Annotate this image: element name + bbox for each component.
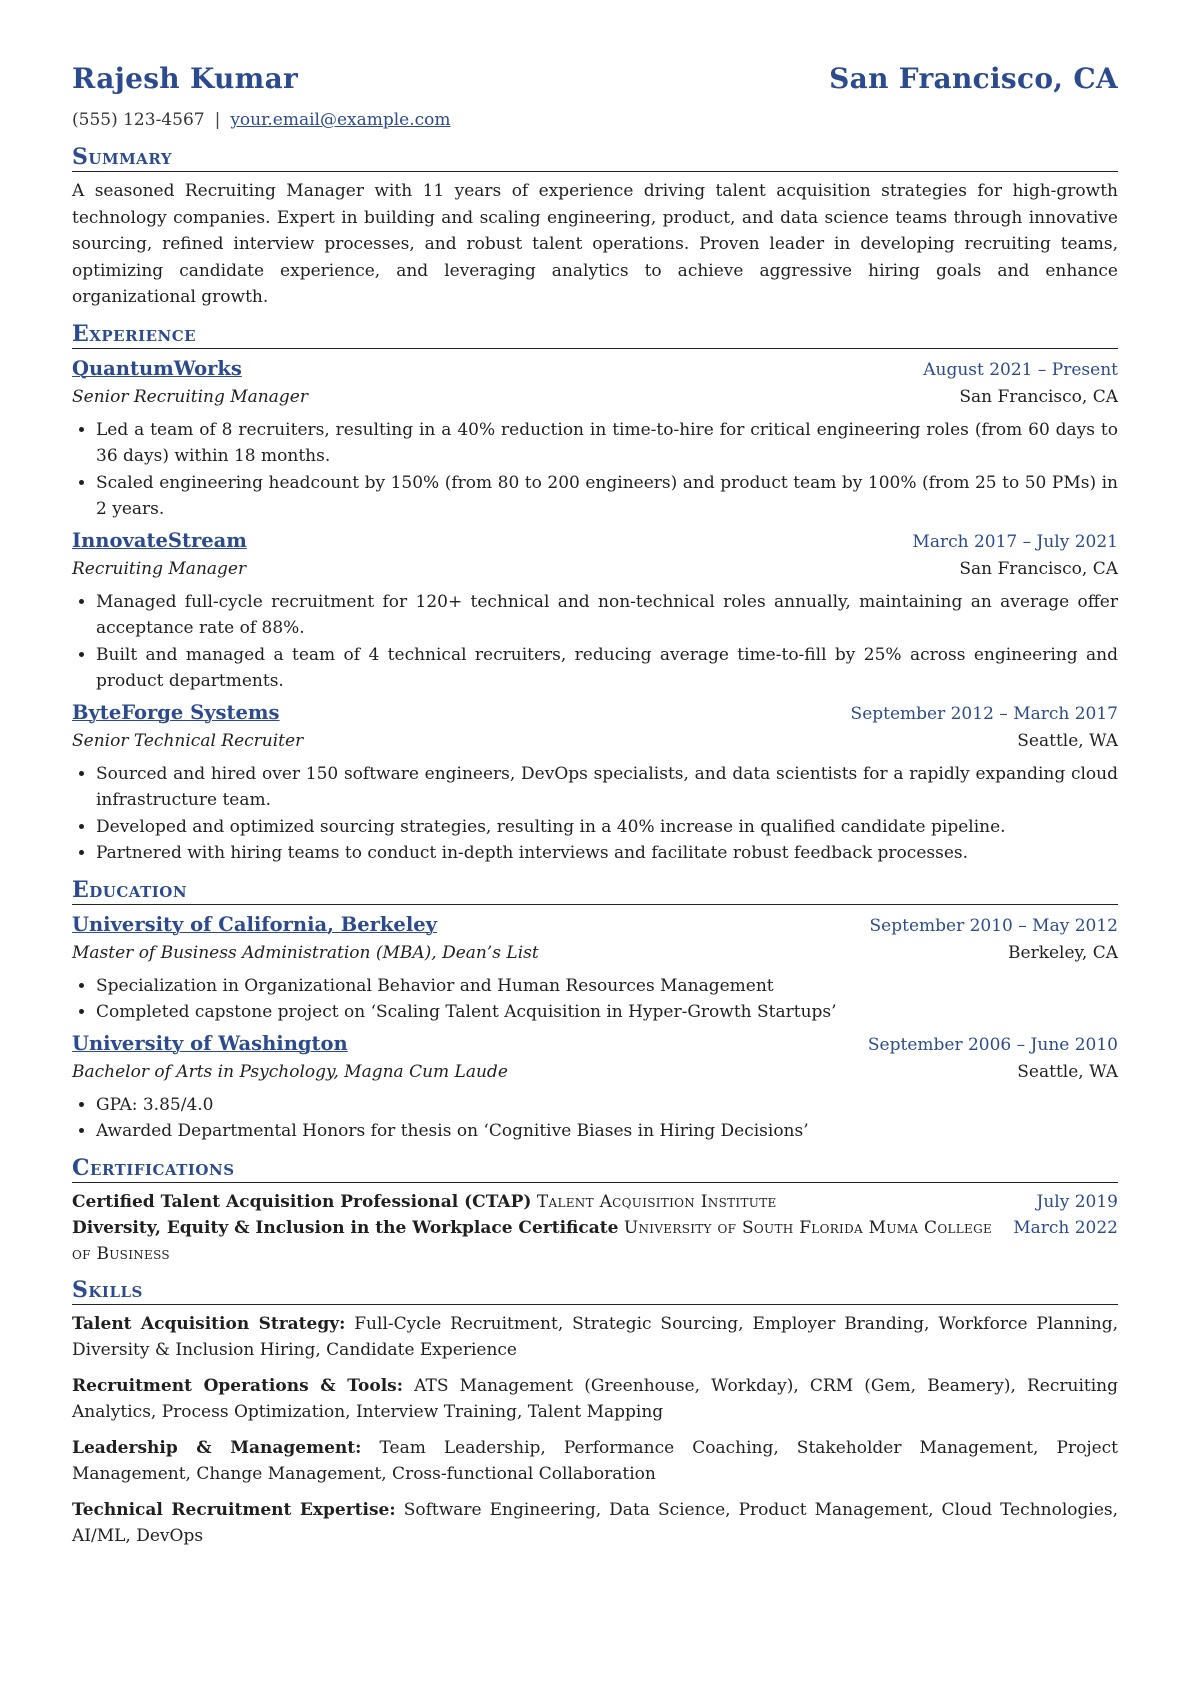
- section-title-summary: Summary: [72, 144, 1118, 172]
- certification-date: March 2022: [1013, 1217, 1118, 1238]
- bullet-list: [72, 589, 1118, 695]
- bullet-item: • GPA: 3.85/4.0: [96, 1092, 1118, 1119]
- resume-header: [72, 62, 1118, 102]
- contact-separator: |: [214, 110, 221, 130]
- company-link[interactable]: QuantumWorks: [72, 356, 242, 380]
- education-entry: [72, 911, 1118, 1026]
- section-title-skills: Skills: [72, 1277, 1118, 1305]
- company-link[interactable]: InnovateStream: [72, 528, 247, 552]
- job-title: Senior Technical Recruiter: [72, 730, 304, 751]
- entry-location: San Francisco, CA: [959, 558, 1118, 579]
- section-title-experience: Experience: [72, 321, 1118, 349]
- degree: Bachelor of Arts in Psychology, Magna Cum Laude: [72, 1061, 508, 1082]
- skill-text: Software Engineering, Data Science, Product Management, Cloud Technologies, AI/ML, DevOps: [72, 1499, 1119, 1546]
- certification-item: [72, 1189, 1118, 1215]
- skill-label: Recruitment Operations & Tools:: [72, 1375, 403, 1396]
- certification-name: Diversity, Equity & Inclusion in the Workplace Certificate: [72, 1217, 619, 1238]
- entry-dates: September 2006 – June 2010: [867, 1034, 1118, 1055]
- skill-group: [72, 1497, 1118, 1550]
- experience-entry: [72, 527, 1118, 695]
- bullet-item: • Scaled engineering headcount by 150% (from 80 to 200 engineers) and product team by 100% (from 25 to 50 PMs) in 2 years.: [96, 470, 1118, 523]
- skill-text: Full-Cycle Recruitment, Strategic Sourcing, Employer Branding, Workforce Planning, Diversity & Inclusion Hiring, Candidate Experience: [72, 1313, 1118, 1360]
- skill-label: Leadership & Management:: [72, 1437, 362, 1458]
- section-title-certifications: Certifications: [72, 1155, 1118, 1183]
- bullet-item: • Sourced and hired over 150 software engineers, DevOps specialists, and data scientists for a rapidly expanding cloud infrastructure team.: [96, 761, 1118, 814]
- bullet-item: • Partnered with hiring teams to conduct in-depth interviews and facilitate robust feedback processes.: [96, 840, 1118, 867]
- email-link[interactable]: your.email@example.com: [230, 110, 451, 130]
- contact-line: [72, 110, 1118, 134]
- entry-location: Seattle, WA: [1017, 1061, 1118, 1082]
- phone-number: (555) 123-4567: [72, 110, 205, 130]
- bullet-item: • Built and managed a team of 4 technical recruiters, reducing average time-to-fill by 25% across engineering and product departments.: [96, 642, 1118, 695]
- certification-date: July 2019: [1036, 1191, 1118, 1212]
- summary-text: A seasoned Recruiting Manager with 11 years of experience driving talent acquisition strategies for high-growth technology companies. Expert in building and scaling engineering, product, and data science teams through innovative sourcing, refined interview processes, and robust talent operations. Proven leader in developing recruiting teams, optimizing candidate experience, and leveraging analytics to achieve aggressive hiring goals and enhance organizational growth.: [72, 181, 1118, 307]
- skill-label: Technical Recruitment Expertise:: [72, 1499, 396, 1520]
- entry-dates: March 2017 – July 2021: [912, 531, 1118, 552]
- entry-dates: September 2012 – March 2017: [850, 703, 1118, 724]
- skill-group: [72, 1373, 1118, 1426]
- skill-text: Team Leadership, Performance Coaching, Stakeholder Management, Project Management, Change Management, Cross-functional Collaboration: [72, 1437, 1119, 1484]
- experience-entry: [72, 355, 1118, 523]
- header-location: San Francisco, CA: [829, 62, 1118, 95]
- entry-location: San Francisco, CA: [959, 386, 1118, 407]
- experience-entry: [72, 699, 1118, 867]
- degree: Master of Business Administration (MBA), Dean’s List: [72, 942, 539, 963]
- bullet-item: • Led a team of 8 recruiters, resulting in a 40% reduction in time-to-hire for critical engineering roles (from 60 days to 36 days) within 18 months.: [96, 417, 1118, 470]
- bullet-item: • Managed full-cycle recruitment for 120+ technical and non-technical roles annually, maintaining an average offer acceptance rate of 88%.: [96, 589, 1118, 642]
- bullet-list: [72, 973, 1118, 1026]
- education-entry: [72, 1030, 1118, 1145]
- entry-dates: September 2010 – May 2012: [869, 915, 1118, 936]
- school-link[interactable]: University of Washington: [72, 1031, 348, 1055]
- bullet-list: [72, 761, 1118, 867]
- entry-location: Berkeley, CA: [1008, 942, 1118, 963]
- certification-issuer: University of South Florida Muma College of Business: [72, 1217, 993, 1264]
- candidate-name: Rajesh Kumar: [72, 62, 299, 95]
- skill-group: [72, 1435, 1118, 1488]
- bullet-list: [72, 417, 1118, 523]
- skill-group: [72, 1311, 1118, 1364]
- bullet-item: • Awarded Departmental Honors for thesis on ‘Cognitive Biases in Hiring Decisions’: [96, 1118, 1118, 1145]
- bullet-list: [72, 1092, 1118, 1145]
- entry-location: Seattle, WA: [1017, 730, 1118, 751]
- certification-issuer: Talent Acquisition Institute: [536, 1191, 777, 1212]
- certification-name: Certified Talent Acquisition Professional (CTAP): [72, 1191, 532, 1212]
- skill-text: ATS Management (Greenhouse, Workday), CRM (Gem, Beamery), Recruiting Analytics, Process Optimization, Interview Training, Talent Mapping: [72, 1375, 1118, 1422]
- bullet-item: • Specialization in Organizational Behavior and Human Resources Management: [96, 973, 1118, 1000]
- school-link[interactable]: University of California, Berkeley: [72, 912, 437, 936]
- entry-dates: August 2021 – Present: [923, 359, 1118, 380]
- company-link[interactable]: ByteForge Systems: [72, 700, 280, 724]
- job-title: Recruiting Manager: [72, 558, 247, 579]
- skill-label: Talent Acquisition Strategy:: [72, 1313, 346, 1334]
- section-title-education: Education: [72, 877, 1118, 905]
- certification-item: [72, 1215, 1118, 1267]
- bullet-item: • Completed capstone project on ‘Scaling Talent Acquisition in Hyper-Growth Startups’: [96, 999, 1118, 1026]
- job-title: Senior Recruiting Manager: [72, 386, 308, 407]
- bullet-item: • Developed and optimized sourcing strategies, resulting in a 40% increase in qualified candidate pipeline.: [96, 814, 1118, 841]
